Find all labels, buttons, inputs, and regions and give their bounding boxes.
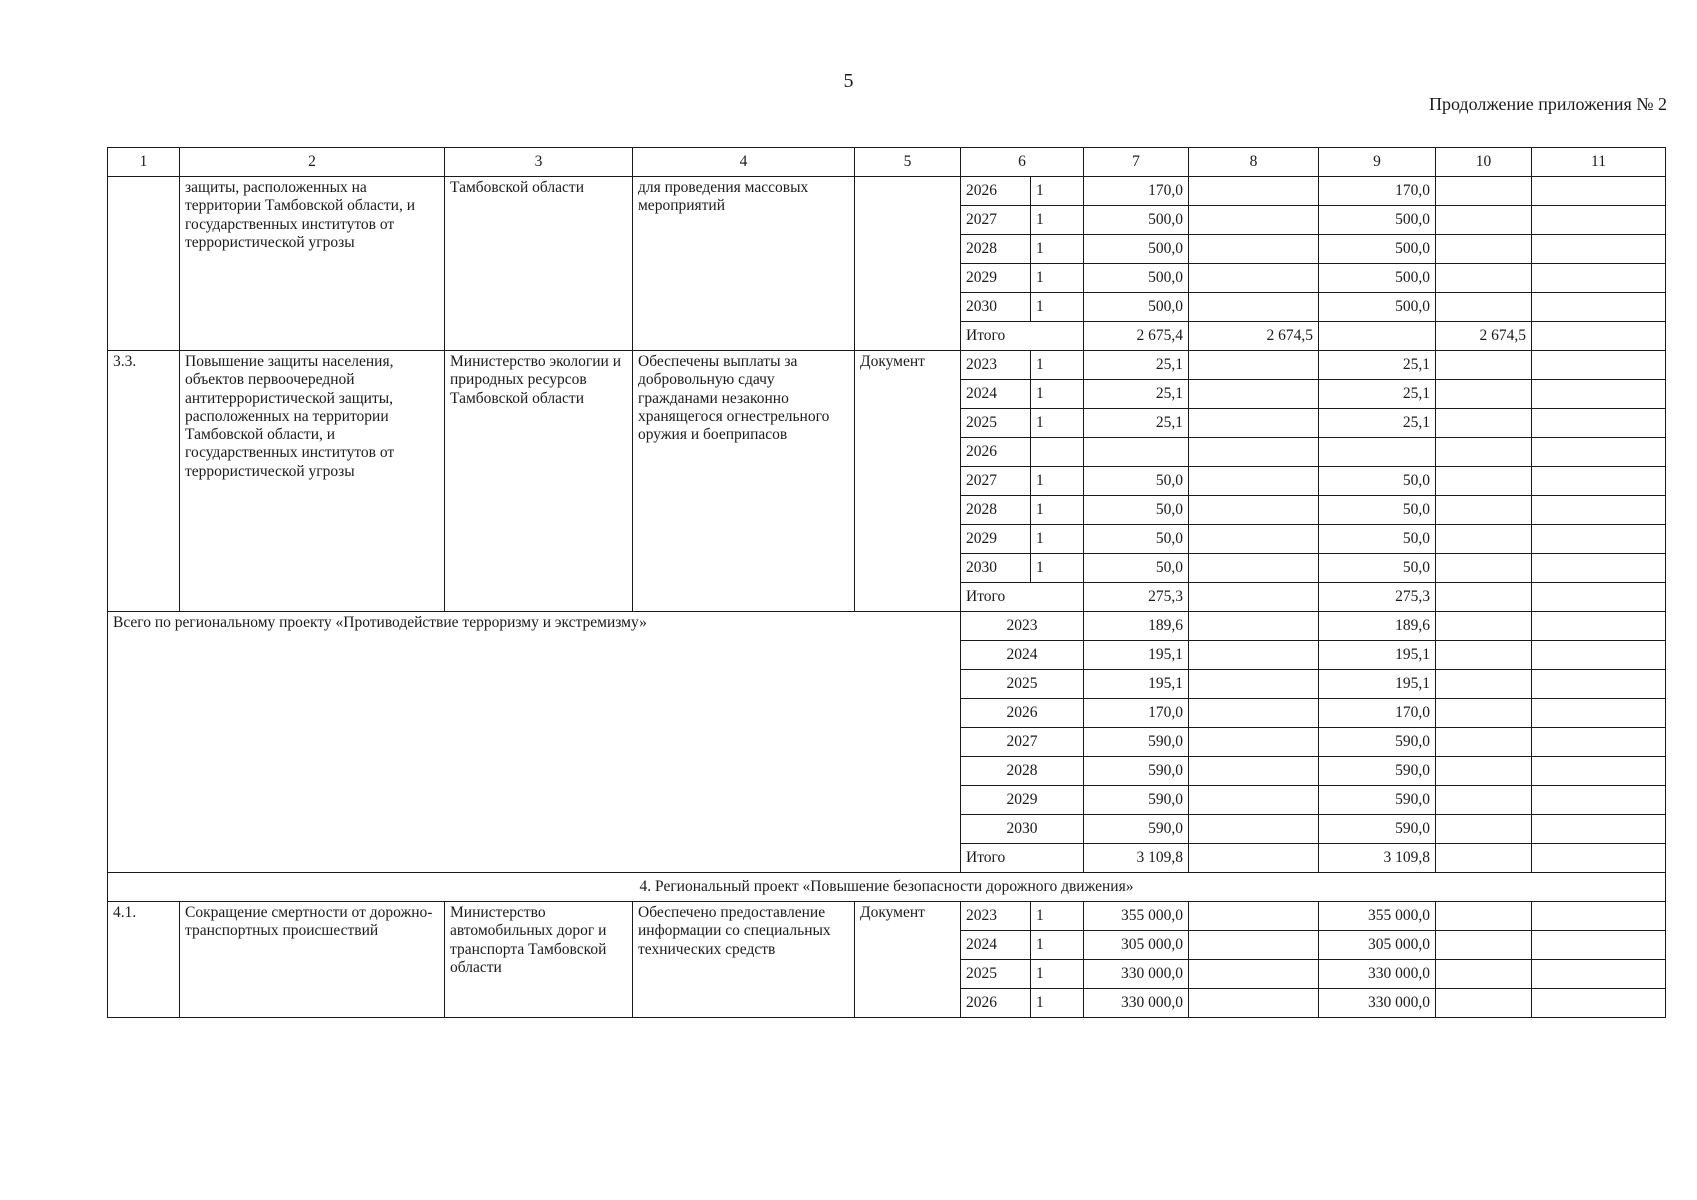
- value-cell-9: 50,0: [1319, 554, 1436, 583]
- count-cell: 1: [1031, 177, 1084, 206]
- value-cell-7: 50,0: [1084, 525, 1189, 554]
- value-cell-7: 25,1: [1084, 351, 1189, 380]
- value-cell-11: [1532, 467, 1666, 496]
- year-cell: 2026: [961, 438, 1031, 467]
- value-cell-9: 330 000,0: [1319, 989, 1436, 1018]
- value-cell-11: [1532, 235, 1666, 264]
- item-name-cell: защиты, расположенных на территории Тамбовской области, и государственных институтов от террористической угрозы: [180, 177, 445, 351]
- value-cell-8: [1189, 496, 1319, 525]
- summary-value-10: [1436, 641, 1532, 670]
- responsible-cell: Министерство экологии и природных ресурсов Тамбовской области: [445, 351, 633, 612]
- summary-year-cell: 2027: [961, 728, 1084, 757]
- year-cell: 2027: [961, 467, 1031, 496]
- value-cell-8: [1189, 409, 1319, 438]
- summary-total-7: 3 109,8: [1084, 844, 1189, 873]
- summary-value-8: [1189, 699, 1319, 728]
- count-cell: 1: [1031, 206, 1084, 235]
- value-cell-11: [1532, 902, 1666, 931]
- table-row: [108, 902, 1666, 931]
- year-cell: 2023: [961, 902, 1031, 931]
- value-cell-11: [1532, 496, 1666, 525]
- summary-value-10: [1436, 757, 1532, 786]
- count-cell: [1031, 438, 1084, 467]
- value-cell-11: [1532, 351, 1666, 380]
- summary-value-8: [1189, 641, 1319, 670]
- value-cell-9: 50,0: [1319, 467, 1436, 496]
- document-cell: [855, 177, 961, 351]
- value-cell-11: [1532, 960, 1666, 989]
- value-cell-9: 25,1: [1319, 351, 1436, 380]
- year-cell: 2030: [961, 293, 1031, 322]
- continuation-label: Продолжение приложения № 2: [1428, 94, 1667, 114]
- total-value-9: 275,3: [1319, 583, 1436, 612]
- result-cell: для проведения массовых мероприятий: [633, 177, 855, 351]
- value-cell-9: 500,0: [1319, 264, 1436, 293]
- value-cell-9: 330 000,0: [1319, 960, 1436, 989]
- year-cell: 2026: [961, 177, 1031, 206]
- summary-year-cell: 2023: [961, 612, 1084, 641]
- summary-value-7: 195,1: [1084, 670, 1189, 699]
- year-cell: 2029: [961, 264, 1031, 293]
- summary-value-9: 195,1: [1319, 670, 1436, 699]
- value-cell-9: 50,0: [1319, 496, 1436, 525]
- table-row: [108, 351, 1666, 380]
- item-name-cell: Сокращение смертности от дорожно-транспортных происшествий: [180, 902, 445, 1018]
- summary-value-11: [1532, 670, 1666, 699]
- summary-value-8: [1189, 728, 1319, 757]
- value-cell-8: [1189, 206, 1319, 235]
- value-cell-11: [1532, 989, 1666, 1018]
- value-cell-11: [1532, 380, 1666, 409]
- summary-value-7: 590,0: [1084, 815, 1189, 844]
- value-cell-8: [1189, 902, 1319, 931]
- header-cell-2: 2: [180, 148, 445, 177]
- summary-value-11: [1532, 641, 1666, 670]
- summary-value-11: [1532, 699, 1666, 728]
- count-cell: 1: [1031, 902, 1084, 931]
- total-value-7: 275,3: [1084, 583, 1189, 612]
- header-cell-10: 10: [1436, 148, 1532, 177]
- count-cell: 1: [1031, 293, 1084, 322]
- table-row: [108, 177, 1666, 206]
- section-heading-row: [108, 873, 1666, 902]
- value-cell-8: [1189, 960, 1319, 989]
- value-cell-8: [1189, 293, 1319, 322]
- value-cell-10: [1436, 525, 1532, 554]
- summary-value-9: 170,0: [1319, 699, 1436, 728]
- count-cell: 1: [1031, 380, 1084, 409]
- summary-value-7: 170,0: [1084, 699, 1189, 728]
- count-cell: 1: [1031, 496, 1084, 525]
- item-number-cell: [108, 177, 180, 351]
- summary-value-10: [1436, 670, 1532, 699]
- document-cell: Документ: [855, 351, 961, 612]
- document-cell: Документ: [855, 902, 961, 1018]
- value-cell-10: [1436, 235, 1532, 264]
- count-cell: 1: [1031, 409, 1084, 438]
- result-cell: Обеспечены выплаты за добровольную сдачу гражданами незаконно хранящегося огнестрельного оружия и боеприпасов: [633, 351, 855, 612]
- value-cell-7: 50,0: [1084, 496, 1189, 525]
- value-cell-10: [1436, 177, 1532, 206]
- summary-value-11: [1532, 815, 1666, 844]
- value-cell-8: [1189, 177, 1319, 206]
- value-cell-7: 50,0: [1084, 554, 1189, 583]
- count-cell: 1: [1031, 467, 1084, 496]
- summary-value-7: 590,0: [1084, 757, 1189, 786]
- value-cell-7: 500,0: [1084, 293, 1189, 322]
- value-cell-8: [1189, 351, 1319, 380]
- summary-value-10: [1436, 786, 1532, 815]
- summary-row: [108, 612, 1666, 641]
- total-label-cell: Итого: [961, 583, 1084, 612]
- year-cell: 2028: [961, 496, 1031, 525]
- value-cell-7: [1084, 438, 1189, 467]
- header-cell-11: 11: [1532, 148, 1666, 177]
- value-cell-10: [1436, 931, 1532, 960]
- value-cell-8: [1189, 554, 1319, 583]
- page-number: 5: [843, 70, 854, 92]
- summary-year-cell: 2030: [961, 815, 1084, 844]
- summary-value-8: [1189, 670, 1319, 699]
- year-cell: 2029: [961, 525, 1031, 554]
- value-cell-7: 500,0: [1084, 264, 1189, 293]
- year-cell: 2025: [961, 960, 1031, 989]
- count-cell: 1: [1031, 989, 1084, 1018]
- summary-value-11: [1532, 612, 1666, 641]
- summary-value-10: [1436, 612, 1532, 641]
- year-cell: 2030: [961, 554, 1031, 583]
- summary-total-9: 3 109,8: [1319, 844, 1436, 873]
- year-cell: 2027: [961, 206, 1031, 235]
- value-cell-7: 305 000,0: [1084, 931, 1189, 960]
- year-cell: 2023: [961, 351, 1031, 380]
- summary-value-7: 590,0: [1084, 728, 1189, 757]
- value-cell-7: 50,0: [1084, 467, 1189, 496]
- value-cell-9: 25,1: [1319, 380, 1436, 409]
- value-cell-9: [1319, 438, 1436, 467]
- value-cell-10: [1436, 902, 1532, 931]
- value-cell-9: 50,0: [1319, 525, 1436, 554]
- value-cell-10: [1436, 960, 1532, 989]
- summary-value-9: 590,0: [1319, 728, 1436, 757]
- value-cell-9: 355 000,0: [1319, 902, 1436, 931]
- value-cell-8: [1189, 235, 1319, 264]
- value-cell-11: [1532, 177, 1666, 206]
- value-cell-10: [1436, 264, 1532, 293]
- summary-value-11: [1532, 728, 1666, 757]
- summary-total-11: [1532, 844, 1666, 873]
- summary-value-9: 590,0: [1319, 815, 1436, 844]
- total-label-cell: Итого: [961, 322, 1084, 351]
- total-value-8: 2 674,5: [1189, 322, 1319, 351]
- summary-value-9: 195,1: [1319, 641, 1436, 670]
- value-cell-10: [1436, 496, 1532, 525]
- value-cell-9: 305 000,0: [1319, 931, 1436, 960]
- value-cell-9: 500,0: [1319, 235, 1436, 264]
- header-cell-8: 8: [1189, 148, 1319, 177]
- value-cell-9: 500,0: [1319, 293, 1436, 322]
- summary-value-8: [1189, 786, 1319, 815]
- value-cell-7: 500,0: [1084, 235, 1189, 264]
- value-cell-8: [1189, 525, 1319, 554]
- value-cell-11: [1532, 206, 1666, 235]
- summary-year-cell: 2029: [961, 786, 1084, 815]
- summary-value-10: [1436, 728, 1532, 757]
- header-cell-4: 4: [633, 148, 855, 177]
- total-value-10: [1436, 583, 1532, 612]
- section-heading: 4. Региональный проект «Повышение безопасности дорожного движения»: [108, 873, 1666, 902]
- item-number-cell: 4.1.: [108, 902, 180, 1018]
- total-value-10: 2 674,5: [1436, 322, 1532, 351]
- result-cell: Обеспечено предоставление информации со специальных технических средств: [633, 902, 855, 1018]
- value-cell-8: [1189, 931, 1319, 960]
- value-cell-11: [1532, 438, 1666, 467]
- summary-value-11: [1532, 786, 1666, 815]
- summary-year-cell: 2024: [961, 641, 1084, 670]
- value-cell-11: [1532, 409, 1666, 438]
- count-cell: 1: [1031, 960, 1084, 989]
- value-cell-8: [1189, 264, 1319, 293]
- count-cell: 1: [1031, 554, 1084, 583]
- total-value-9: [1319, 322, 1436, 351]
- summary-value-8: [1189, 815, 1319, 844]
- summary-value-9: 590,0: [1319, 786, 1436, 815]
- summary-value-10: [1436, 815, 1532, 844]
- summary-total-label: Итого: [961, 844, 1084, 873]
- value-cell-8: [1189, 438, 1319, 467]
- summary-total-8: [1189, 844, 1319, 873]
- summary-year-cell: 2028: [961, 757, 1084, 786]
- value-cell-10: [1436, 206, 1532, 235]
- summary-label-cell: Всего по региональному проекту «Противодействие терроризму и экстремизму»: [108, 612, 961, 873]
- value-cell-11: [1532, 293, 1666, 322]
- value-cell-7: 25,1: [1084, 380, 1189, 409]
- value-cell-8: [1189, 989, 1319, 1018]
- value-cell-7: 330 000,0: [1084, 989, 1189, 1018]
- value-cell-10: [1436, 293, 1532, 322]
- total-value-8: [1189, 583, 1319, 612]
- summary-value-10: [1436, 699, 1532, 728]
- summary-value-11: [1532, 757, 1666, 786]
- year-cell: 2028: [961, 235, 1031, 264]
- program-table: [107, 147, 1666, 1018]
- item-name-cell: Повышение защиты населения, объектов первоочередной антитеррористической защиты, расположенных на территории Тамбовской области, и государственных институтов от террористической угрозы: [180, 351, 445, 612]
- total-value-7: 2 675,4: [1084, 322, 1189, 351]
- summary-year-cell: 2026: [961, 699, 1084, 728]
- summary-year-cell: 2025: [961, 670, 1084, 699]
- value-cell-10: [1436, 380, 1532, 409]
- count-cell: 1: [1031, 351, 1084, 380]
- summary-value-9: 590,0: [1319, 757, 1436, 786]
- header-cell-9: 9: [1319, 148, 1436, 177]
- value-cell-10: [1436, 438, 1532, 467]
- value-cell-7: 170,0: [1084, 177, 1189, 206]
- year-cell: 2024: [961, 380, 1031, 409]
- header-cell-3: 3: [445, 148, 633, 177]
- summary-value-8: [1189, 612, 1319, 641]
- header-cell-1: 1: [108, 148, 180, 177]
- total-value-11: [1532, 322, 1666, 351]
- value-cell-7: 500,0: [1084, 206, 1189, 235]
- summary-total-10: [1436, 844, 1532, 873]
- value-cell-7: 25,1: [1084, 409, 1189, 438]
- value-cell-9: 170,0: [1319, 177, 1436, 206]
- value-cell-11: [1532, 525, 1666, 554]
- header-cell-5: 5: [855, 148, 961, 177]
- value-cell-9: 25,1: [1319, 409, 1436, 438]
- value-cell-11: [1532, 264, 1666, 293]
- value-cell-8: [1189, 467, 1319, 496]
- count-cell: 1: [1031, 525, 1084, 554]
- count-cell: 1: [1031, 264, 1084, 293]
- value-cell-10: [1436, 409, 1532, 438]
- value-cell-7: 330 000,0: [1084, 960, 1189, 989]
- value-cell-11: [1532, 554, 1666, 583]
- responsible-cell: Министерство автомобильных дорог и транспорта Тамбовской области: [445, 902, 633, 1018]
- summary-value-8: [1189, 757, 1319, 786]
- value-cell-9: 500,0: [1319, 206, 1436, 235]
- item-number-cell: 3.3.: [108, 351, 180, 612]
- total-value-11: [1532, 583, 1666, 612]
- count-cell: 1: [1031, 235, 1084, 264]
- value-cell-10: [1436, 989, 1532, 1018]
- summary-value-9: 189,6: [1319, 612, 1436, 641]
- value-cell-10: [1436, 351, 1532, 380]
- value-cell-10: [1436, 467, 1532, 496]
- value-cell-10: [1436, 554, 1532, 583]
- year-cell: 2026: [961, 989, 1031, 1018]
- year-cell: 2025: [961, 409, 1031, 438]
- header-cell-7: 7: [1084, 148, 1189, 177]
- value-cell-7: 355 000,0: [1084, 902, 1189, 931]
- value-cell-11: [1532, 931, 1666, 960]
- responsible-cell: Тамбовской области: [445, 177, 633, 351]
- summary-value-7: 189,6: [1084, 612, 1189, 641]
- value-cell-8: [1189, 380, 1319, 409]
- year-cell: 2024: [961, 931, 1031, 960]
- header-row: [108, 148, 1666, 177]
- summary-value-7: 195,1: [1084, 641, 1189, 670]
- header-cell-6: 6: [961, 148, 1084, 177]
- summary-value-7: 590,0: [1084, 786, 1189, 815]
- count-cell: 1: [1031, 931, 1084, 960]
